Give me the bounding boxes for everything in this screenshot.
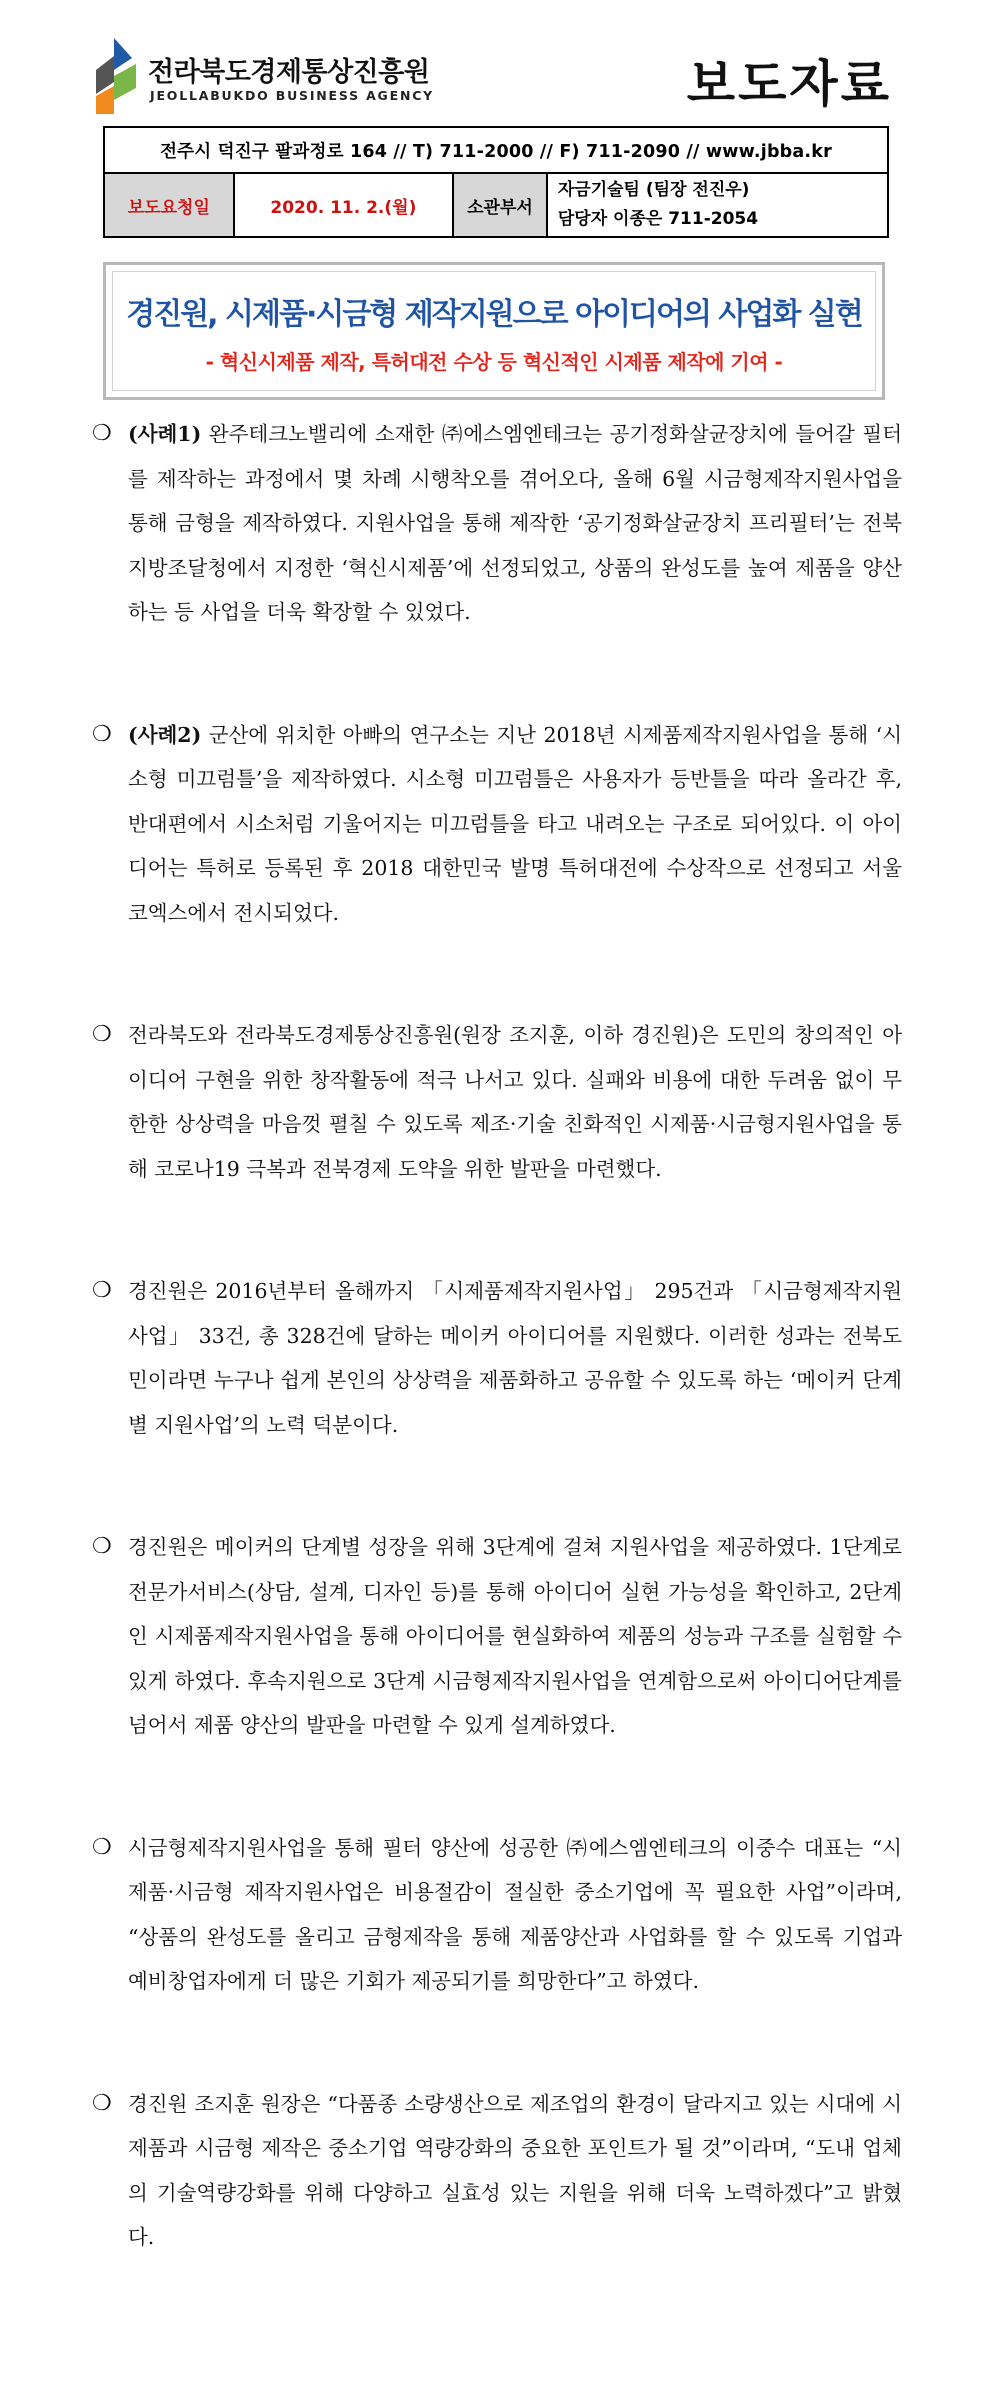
paragraph-5: [92, 1525, 902, 1748]
department-label: 소관부서: [453, 173, 547, 237]
department-person: 담당자 이종은 711-2054: [557, 209, 759, 229]
agency-logo-icon: [92, 36, 152, 116]
circle-bullet-icon: ❍: [92, 1834, 112, 1860]
agency-name-english: JEOLLABUKDO BUSINESS AGENCY: [150, 88, 435, 103]
headline: 경진원, 시제품·시금형 제작지원으로 아이디어의 사업화 실현: [126, 297, 862, 332]
circle-bullet-icon: ❍: [92, 1534, 112, 1559]
paragraph-7: [92, 2082, 902, 2260]
paragraph-case-1: [92, 412, 902, 635]
paragraph-text: 완주테크노밸리에 소재한 ㈜에스엠엔테크는 공기정화살균장치에 들어갈 필터를 제작하는 과정에서 몇 차례 시행착오를 겪어오다, 올해 6월 시금형제작지원사업을 통해 금형을 제작하였다. 지원사업을 통해 제작한 ‘공기정화살균장치 프리필터’는 전북지방조달청에서 지정한 ‘혁신시제품’에 선정되었고, 상품의 완성도를 높여 제품을 양산하는 등 사업을 더욱 확장할 수 있었다.: [128, 422, 902, 624]
case-label: (사례1): [128, 422, 202, 446]
document-header: [0, 0, 992, 130]
circle-bullet-icon: ❍: [92, 1022, 112, 1047]
paragraph-text: 경진원은 메이커의 단계별 성장을 위해 3단계에 걸쳐 지원사업을 제공하였다. 1단계로 전문가서비스(상담, 설계, 디자인 등)를 통해 아이디어 실현 가능성을 확인하고, 2단계인 시제품제작지원사업을 통해 아이디어를 현실화하여 제품의 성능과 구조를 실험할 수 있게 하였다. 후속지원으로 3단계 시금형제작지원사업을 연계함으로써 아이디어단계를 넘어서 제품 양산의 발판을 마련할 수 있게 설계하였다.: [128, 1535, 902, 1737]
case-label: (사례2): [128, 722, 202, 747]
article-body: [92, 412, 902, 2260]
paragraph-3: [92, 1013, 902, 1191]
paragraph-4: [92, 1269, 902, 1447]
paragraph-text: 군산에 위치한 아빠의 연구소는 지난 2018년 시제품제작지원사업을 통해 ‘시소형 미끄럼틀’을 제작하였다. 시소형 미끄럼틀은 사용자가 등반틀을 따라 올라간 후, 반대편에서 시소처럼 기울어지는 미끄럼틀을 타고 내려오는 구조로 되어있다. 이 아이디어는 특허로 등록된 후 2018 대한민국 발명 특허대전에 수상작으로 선정되고 서울 코엑스에서 전시되었다.: [128, 722, 902, 925]
circle-bullet-icon: ❍: [92, 421, 112, 446]
document-type-title: 보도자료: [686, 55, 892, 113]
contact-address-line: 전주시 덕진구 팔과정로 164 // T) 711-2000 // F) 711-2090 // www.jbba.kr: [104, 127, 888, 173]
headline-box: [103, 262, 885, 400]
department-team: 자금기술팀 (팀장 전진우): [557, 180, 750, 200]
subheadline: - 혁신시제품 제작, 특허대전 수상 등 혁신적인 시제품 제작에 기여 -: [205, 350, 783, 374]
paragraph-text: 경진원은 2016년부터 올해까지 「시제품제작지원사업」 295건과 「시금형제작지원사업」 33건, 총 328건에 달하는 메이커 아이디어를 지원했다. 이러한 성과는 전북도민이라면 누구나 쉽게 본인의 상상력을 제품화하고 공유할 수 있도록 하는 ‘메이커 단계별 지원사업’의 노력 덕분이다.: [128, 1279, 902, 1437]
paragraph-text: 경진원 조지훈 원장은 “다품종 소량생산으로 제조업의 환경이 달라지고 있는 시대에 시제품과 시금형 제작은 중소기업 역량강화의 중요한 포인트가 될 것”이라며, “도내 업체의 기술역량강화를 위해 다양하고 실효성 있는 지원을 위해 더욱 노력하겠다”고 밝혔다.: [128, 2091, 902, 2249]
paragraph-6: [92, 1826, 902, 2004]
paragraph-text: 시금형제작지원사업을 통해 필터 양산에 성공한 ㈜에스엠엔테크의 이중수 대표는 “시제품·시금형 제작지원사업은 비용절감이 절실한 중소기업에 꼭 필요한 사업”이라며, “상품의 완성도를 올리고 금형제작을 통해 제품양산과 사업화를 할 수 있도록 기업과 예비창업자에게 더 많은 기회가 제공되기를 희망한다”고 하였다.: [128, 1835, 902, 1993]
circle-bullet-icon: ❍: [92, 1278, 112, 1303]
agency-name-korean: 전라북도경제통상진흥원: [148, 57, 430, 88]
request-date-value: 2020. 11. 2.(월): [234, 173, 453, 237]
request-date-label: 보도요청일: [104, 173, 234, 237]
circle-bullet-icon: ❍: [92, 721, 112, 747]
department-contact: [547, 173, 888, 237]
paragraph-text: 전라북도와 전라북도경제통상진흥원(원장 조지훈, 이하 경진원)은 도민의 창의적인 아이디어 구현을 위한 창작활동에 적극 나서고 있다. 실패와 비용에 대한 두려움 없이 무한한 상상력을 마음껏 펼칠 수 있도록 제조·기술 친화적인 시제품·시금형지원사업을 통해 코로나19 극복과 전북경제 도약을 위한 발판을 마련했다.: [128, 1023, 902, 1181]
paragraph-case-2: [92, 713, 902, 936]
press-info-table: [103, 126, 889, 238]
circle-bullet-icon: ❍: [92, 2090, 112, 2116]
